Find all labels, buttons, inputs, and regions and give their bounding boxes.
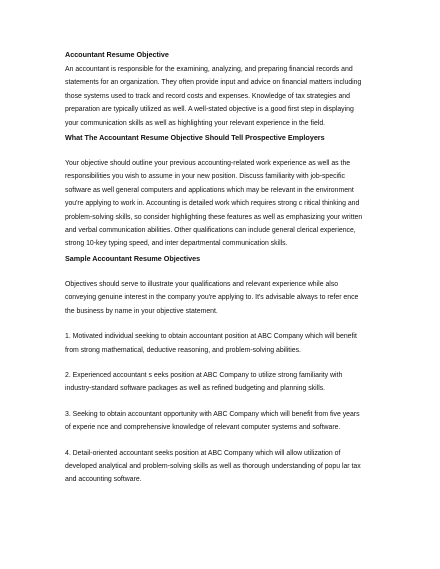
section-heading-objective: Accountant Resume Objective: [65, 50, 169, 59]
paragraph-line: 4. Detail-oriented accountant seeks position at ABC Company which will allow utilization of: [65, 449, 341, 457]
sample-objective-2: [65, 369, 387, 396]
sample-objective-1: [65, 330, 387, 357]
paragraph-samples-intro: [65, 278, 387, 318]
paragraph-line: your communication skills as well as highlighting your relevant experience in the field.: [65, 119, 326, 127]
paragraph-line: 1. Motivated individual seeking to obtain accountant position at ABC Company which will benefit: [65, 333, 357, 341]
paragraph-line: 3. Seeking to obtain accountant opportunity with ABC Company which will benefit from five years: [65, 410, 360, 418]
paragraph-line: from strong mathematical, deductive reasoning, and problem-solving abilities.: [65, 346, 301, 354]
sample-objective-4: [65, 447, 387, 487]
paragraph-line: responsibilities you wish to assume in your new position. Discuss familiarity with job-specific: [65, 173, 345, 181]
paragraph-line: of experie nce and comprehensive knowledge of relevant computer systems and software.: [65, 424, 341, 432]
paragraph-line: strong 10-key typing speed, and inter departmental communication skills.: [65, 240, 288, 248]
paragraph-line: preparation are typically utilized as well. A well-stated objective is a good first step in displaying: [65, 106, 354, 114]
paragraph-line: software as well general computers and applications which may be relevant in the environment: [65, 186, 354, 194]
paragraph-line: Your objective should outline your previous accounting-related work experience as well as the: [65, 160, 351, 168]
paragraph-line: conveying genuine interest in the company you're applying to. It's advisable always to refer ence: [65, 294, 359, 302]
paragraph-line: problem-solving skills, so consider highlighting these features as well as emphasizing your written: [65, 213, 363, 221]
paragraph-line: those systems used to track and record costs and expenses. Knowledge of tax strategies and: [65, 92, 350, 100]
paragraph-objective-guidance: [65, 157, 387, 251]
paragraph-line: and verbal communication abilities. Other qualifications can include general clerical experience,: [65, 227, 356, 235]
section-heading-samples: Sample Accountant Resume Objectives: [65, 253, 201, 263]
section-heading-employers: What The Accountant Resume Objective Should Tell Prospective Employers: [65, 133, 325, 143]
paragraph-intro: [65, 63, 387, 130]
paragraph-line: the business by name in your objective statement.: [65, 307, 218, 315]
paragraph-line: Objectives should serve to illustrate your qualifications and relevant experience while also: [65, 280, 339, 288]
sample-objective-3: [65, 408, 387, 435]
paragraph-line: and accounting software.: [65, 476, 142, 484]
paragraph-line: An accountant is responsible for the examining, analyzing, and preparing financial records and: [65, 66, 353, 73]
document-body: [65, 50, 387, 487]
paragraph-line: statements for an organization. They often provide input and advice on financial matters including: [65, 79, 362, 87]
paragraph-line: developed analytical and problem-solving skills as well as thorough understanding of popu lar tax: [65, 462, 361, 470]
paragraph-line: you're applying to work in. Accounting is detailed work which requires strong c ritical thinking and: [65, 200, 360, 208]
paragraph-line: 2. Experienced accountant s eeks position at ABC Company to utilize strong familiarity with: [65, 371, 343, 379]
paragraph-line: industry-standard software packages as well as refined budgeting and planning skills.: [65, 385, 326, 393]
